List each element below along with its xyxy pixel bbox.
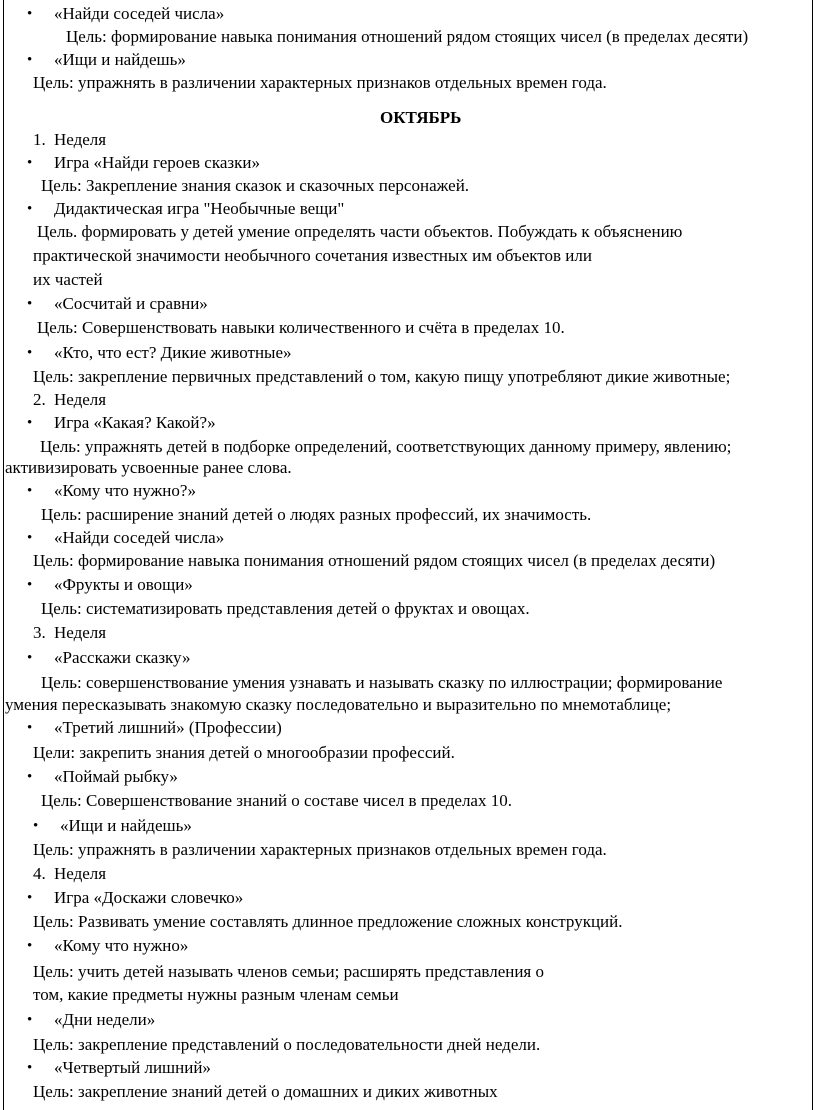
- list-item: • Дидактическая игра "Необычные вещи": [54, 199, 344, 219]
- goal-text: Цель: расширение знаний детей о людях разных профессий, их значимость.: [41, 505, 592, 524]
- list-item: • «Кому что нужно»: [54, 936, 188, 956]
- page-right-border: [812, 0, 813, 1110]
- week-number: 4.: [33, 864, 46, 883]
- goal-text: Цель: Совершенствовать навыки количественного и счёта в пределах 10.: [37, 318, 565, 337]
- goal-text: Цель. формировать у детей умение определять части объектов. Побуждать к объяснению: [37, 222, 683, 241]
- list-item: • «Найди соседей числа»: [54, 4, 224, 24]
- goal-text: Цель: совершенствование умения узнавать и называть сказку по иллюстрации; формирование: [41, 673, 723, 692]
- week-number: 3.: [33, 623, 46, 642]
- week-label: Неделя: [54, 623, 107, 642]
- list-item: • Игра «Найди героев сказки»: [54, 153, 260, 173]
- week-label: Неделя: [54, 390, 107, 409]
- goal-text: Цель: закрепление представлений о последовательности дней недели.: [33, 1035, 541, 1054]
- list-item: • «Ищи и найдешь»: [54, 50, 186, 70]
- page-left-border: [3, 0, 4, 1110]
- list-item: • «Сосчитай и сравни»: [54, 294, 208, 314]
- goal-text: активизировать усвоенные ранее слова.: [5, 458, 292, 477]
- week-number: 1.: [33, 130, 46, 149]
- goal-text: их частей: [33, 270, 103, 289]
- list-item: • Игра «Доскажи словечко»: [54, 888, 243, 908]
- goal-text: Цель: упражнять в различении характерных признаков отдельных времен года.: [33, 73, 607, 92]
- goal-text: Цель: Совершенствование знаний о составе чисел в пределах 10.: [41, 791, 512, 810]
- goal-text: Цель: систематизировать представления детей о фруктах и овощах.: [41, 599, 530, 618]
- week-number: 2.: [33, 390, 46, 409]
- list-item: • «Дни недели»: [54, 1010, 155, 1030]
- week-label: Неделя: [54, 130, 107, 149]
- goal-text: том, какие предметы нужны разным членам семьи: [33, 985, 399, 1004]
- goal-text: Цель: Закрепление знания сказок и сказочных персонажей.: [41, 176, 470, 195]
- goal-text: Цель: формирование навыка понимания отношений рядом стоящих чисел (в пределах десяти): [33, 551, 716, 570]
- goal-text: Цель: Развивать умение составлять длинное предложение сложных конструкций.: [33, 912, 623, 931]
- list-item: • «Поймай рыбку»: [54, 767, 178, 787]
- goal-text: практической значимости необычного сочетания известных им объектов или: [33, 246, 592, 265]
- section-heading: ОКТЯБРЬ: [380, 108, 462, 127]
- goal-text: Цель: упражнять детей в подборке определений, соответствующих данному примеру, явлению;: [40, 437, 732, 456]
- list-item: • Игра «Какая? Какой?»: [54, 413, 216, 433]
- goal-text: Цель: упражнять в различении характерных признаков отдельных времен года.: [33, 840, 607, 859]
- list-item: • «Третий лишний» (Профессии): [54, 718, 282, 738]
- goal-text: Цели: закрепить знания детей о многообразии профессий.: [33, 743, 455, 762]
- goal-text: Цель: формирование навыка понимания отношений рядом стоящих чисел (в пределах десяти): [66, 27, 749, 46]
- goal-text: Цель: учить детей называть членов семьи; расширять представления о: [33, 962, 545, 981]
- goal-text: Цель: закрепление знаний детей о домашних и диких животных: [33, 1082, 498, 1101]
- goal-text: Цель: закрепление первичных представлений о том, какую пищу употребляют дикие животные;: [33, 367, 731, 386]
- list-item: • «Кому что нужно?»: [54, 481, 196, 501]
- list-item: • «Расскажи сказку»: [54, 648, 190, 668]
- goal-text: умения пересказывать знакомую сказку последовательно и выразительно по мнемотаблице;: [5, 695, 672, 714]
- list-item: • «Фрукты и овощи»: [54, 575, 193, 595]
- list-item: • «Четвертый лишний»: [54, 1058, 211, 1078]
- week-label: Неделя: [54, 864, 107, 883]
- list-item: • «Ищи и найдешь»: [60, 816, 192, 836]
- list-item: • «Кто, что ест? Дикие животные»: [54, 343, 292, 363]
- list-item: • «Найди соседей числа»: [54, 528, 224, 548]
